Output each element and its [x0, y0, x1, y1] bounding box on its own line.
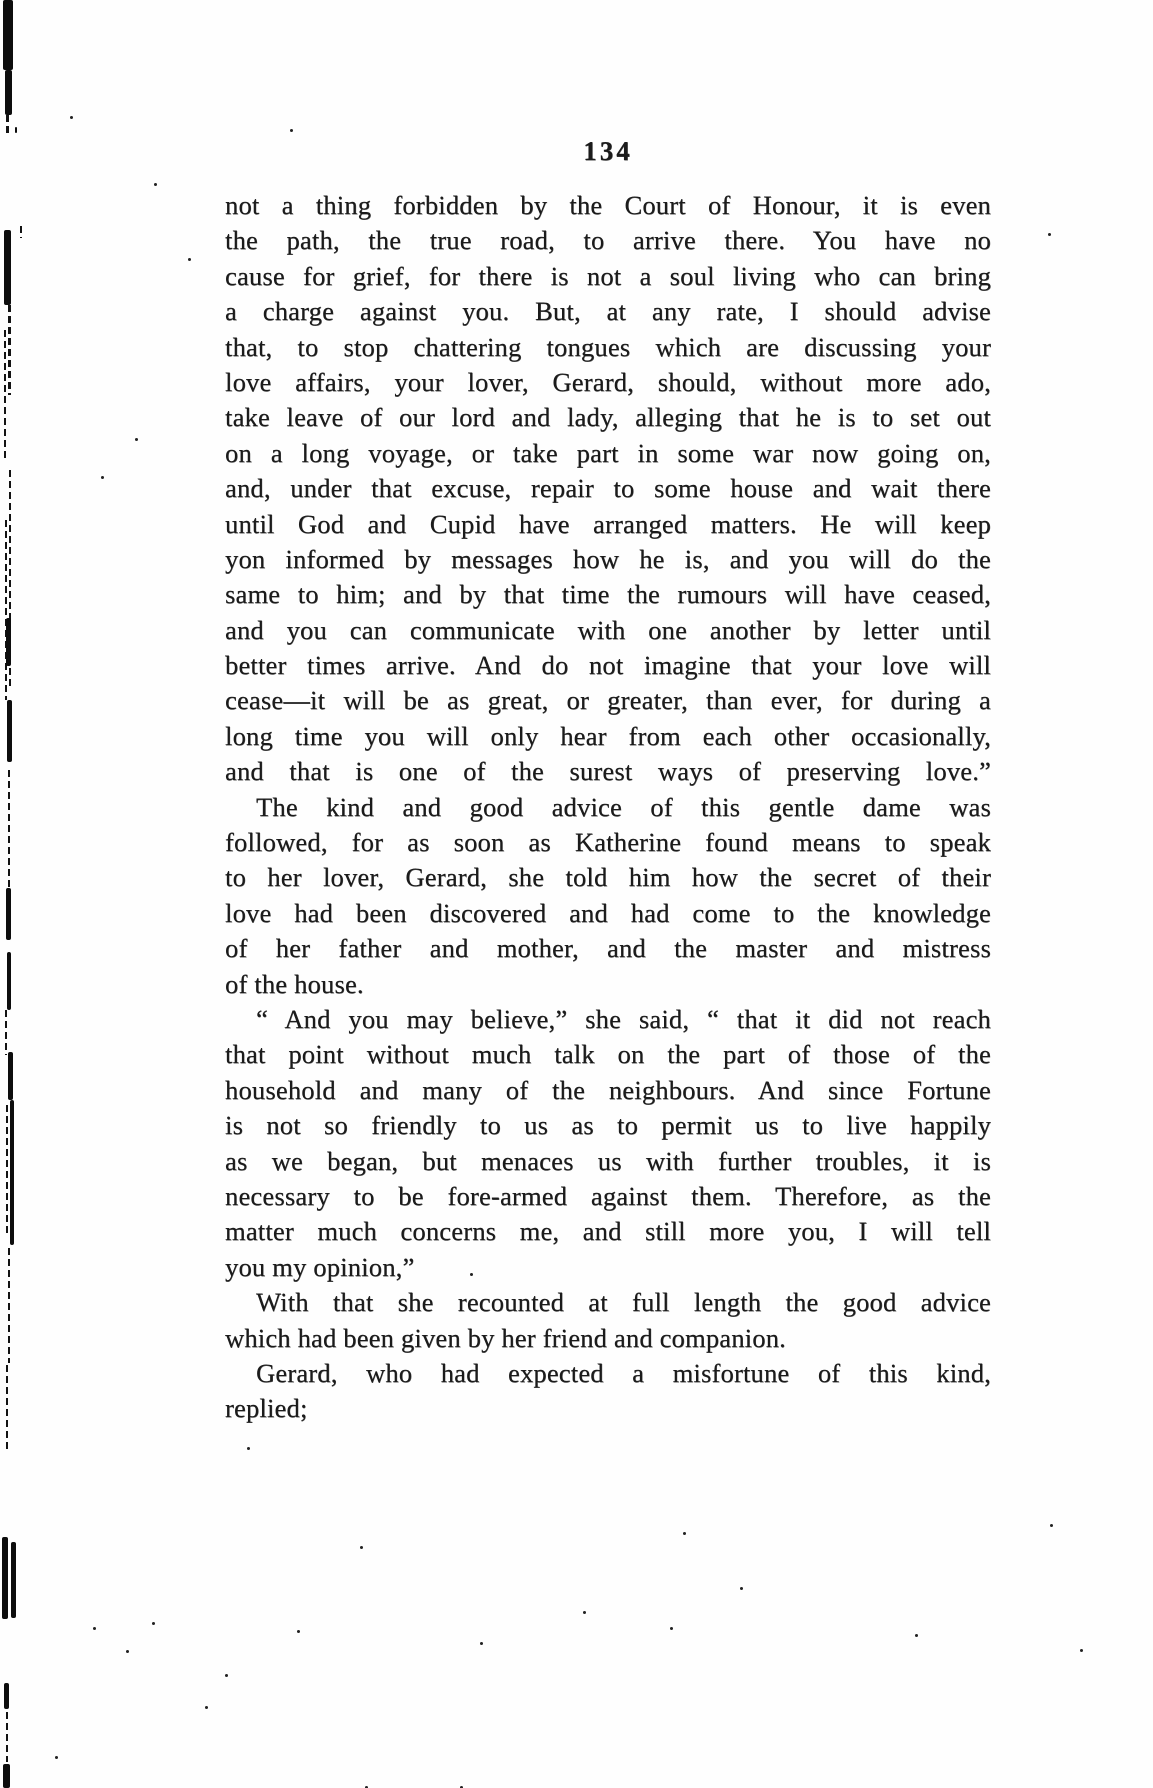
scan-speck — [152, 1622, 155, 1625]
text-line: matter much concerns me, and still more you, I will tell — [225, 1216, 991, 1247]
text-line: and you can communicate with one another by letter until — [225, 614, 991, 645]
scan-mark — [10, 1100, 14, 1245]
text-line: yon informed by messages how he is, and you will do the — [225, 543, 991, 574]
text-line: that point without much talk on the part of those of the — [225, 1039, 991, 1070]
scan-mark — [11, 1542, 16, 1618]
text-line: same to him; and by that time the rumours will have ceased, — [225, 579, 991, 610]
scan-speck — [93, 1627, 96, 1630]
scan-mark — [8, 305, 11, 395]
text-line: on a long voyage, or take part in some war now going on, — [225, 437, 991, 468]
scan-mark — [15, 127, 17, 133]
scan-speck — [1080, 1649, 1083, 1652]
scan-mark — [4, 330, 6, 460]
scan-speck — [70, 116, 73, 119]
scan-speck — [154, 183, 157, 186]
scan-speck — [101, 476, 104, 479]
text-line: cause for grief, for there is not a soul living who can bring — [225, 260, 991, 291]
text-line: cease—it will be as great, or greater, than ever, for during a — [225, 685, 991, 716]
scan-mark — [7, 700, 12, 762]
scan-mark — [4, 230, 11, 305]
scan-mark — [6, 888, 11, 940]
scan-mark — [6, 1365, 8, 1450]
scan-mark — [2, 1537, 8, 1619]
scan-mark — [5, 1010, 7, 1055]
scan-speck — [583, 1611, 586, 1614]
paragraph — [225, 1356, 991, 1427]
text-line: take leave of our lord and lady, alleging that he is to set out — [225, 402, 991, 433]
text-line: that, to stop chattering tongues which are discussing your — [225, 331, 991, 362]
text-line: long time you will only hear from each other occasionally, — [225, 720, 991, 751]
paragraph — [225, 1002, 991, 1285]
text-line: love affairs, your lover, Gerard, should, without more ado, — [225, 366, 991, 397]
paragraph — [225, 790, 991, 1002]
text-line: followed, for as soon as Katherine found means to speak — [225, 827, 991, 858]
text-line: With that she recounted at full length the good advice — [256, 1287, 991, 1318]
scan-speck — [1050, 1524, 1053, 1527]
text-line: Gerard, who had expected a misfortune of this kind, — [256, 1357, 991, 1388]
scan-speck — [247, 1447, 250, 1450]
text-line: replied; — [225, 1393, 308, 1424]
text-line: love had been discovered and had come to the knowledge — [225, 897, 991, 928]
scan-mark — [5, 520, 7, 700]
text-line: a charge against you. But, at any rate, I should advise — [225, 296, 991, 327]
scan-speck — [290, 129, 293, 132]
scan-mark — [20, 226, 22, 238]
scan-mark — [6, 1712, 8, 1762]
scan-speck — [188, 258, 191, 261]
scan-speck — [683, 1532, 686, 1535]
page-number: 134 — [583, 136, 633, 166]
text-line: is not so friendly to us as to permit us to live happily — [225, 1110, 991, 1141]
text-line: better times arrive. And do not imagine that your love will — [225, 650, 991, 681]
paragraph — [225, 188, 991, 790]
page-text-block — [225, 188, 991, 1427]
scan-speck — [740, 1587, 743, 1590]
text-line: necessary to be fore-armed against them. Therefore, as the — [225, 1180, 991, 1211]
scan-mark — [8, 1248, 10, 1363]
paragraph — [225, 1285, 991, 1356]
text-line: of the house. — [225, 968, 364, 999]
scan-mark — [6, 618, 11, 666]
scan-speck — [480, 1642, 483, 1645]
scan-speck — [205, 1706, 208, 1709]
scan-speck — [915, 1634, 918, 1637]
scan-mark — [7, 952, 11, 1010]
text-line: and, under that excuse, repair to some house and wait there — [225, 473, 991, 504]
scan-speck — [670, 1627, 673, 1630]
text-line: which had been given by her friend and companion. — [225, 1322, 786, 1353]
text-line: not a thing forbidden by the Court of Honour, it is even — [225, 190, 991, 220]
scan-speck — [225, 1674, 228, 1677]
scan-speck — [297, 1630, 300, 1633]
scan-speck — [55, 1756, 58, 1759]
scan-speck — [360, 1546, 363, 1549]
text-line: The kind and good advice of this gentle dame was — [256, 791, 991, 822]
scan-mark — [8, 770, 10, 890]
text-line: household and many of the neighbours. And since Fortune — [225, 1074, 991, 1105]
scan-speck — [1048, 233, 1051, 236]
text-line: to her lover, Gerard, she told him how the secret of their — [225, 862, 991, 893]
scan-mark — [3, 1764, 10, 1788]
text-line: you my opinion,” — [225, 1251, 415, 1282]
scan-mark — [8, 1052, 13, 1100]
scan-speck — [135, 438, 138, 441]
text-line: the path, the true road, to arrive there. You have no — [225, 225, 991, 256]
scan-speck — [126, 1650, 129, 1653]
scan-mark — [3, 0, 13, 70]
text-line: “ And you may believe,” she said, “ that it did not reach — [256, 1003, 991, 1034]
scan-mark — [4, 1683, 9, 1709]
text-line: of her father and mother, and the master and mistress — [225, 933, 991, 964]
scan-speck — [470, 1273, 473, 1276]
scan-mark — [6, 1105, 8, 1235]
text-line: and that is one of the surest ways of preserving love.” — [225, 756, 991, 787]
scan-mark — [6, 115, 9, 133]
text-line: until God and Cupid have arranged matters. He will keep — [225, 508, 991, 539]
text-line: as we began, but menaces us with further troubles, it is — [225, 1145, 991, 1176]
scan-mark — [5, 70, 12, 115]
